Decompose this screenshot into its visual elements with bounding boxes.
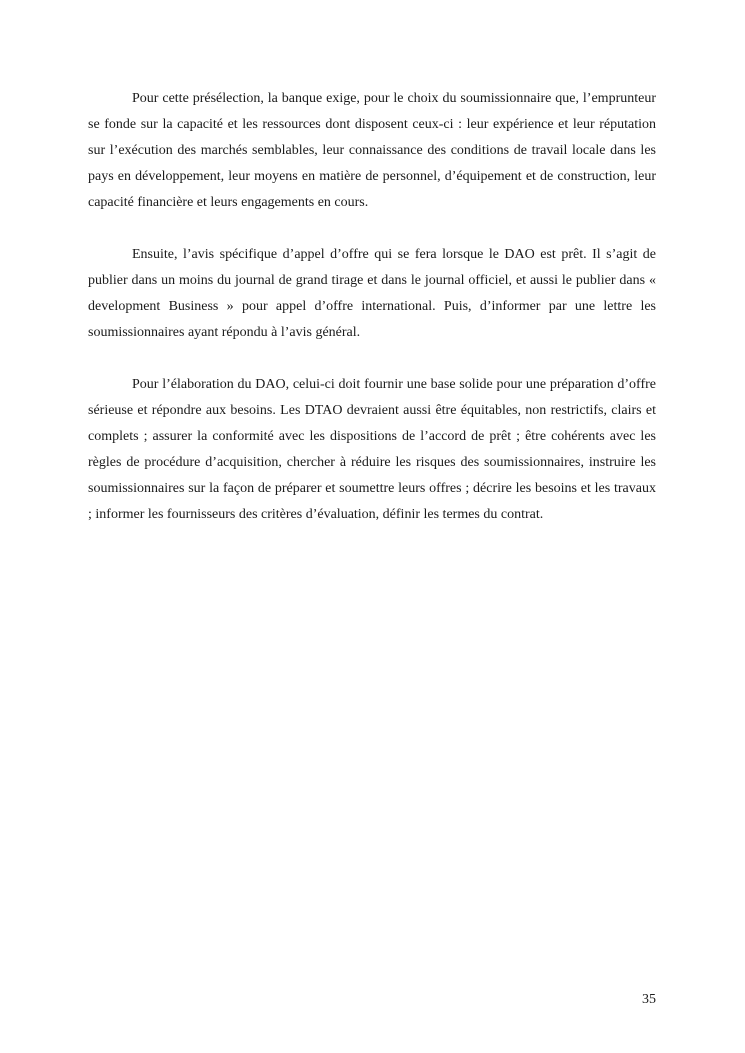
page-body [88, 86, 656, 554]
paragraph-preselection: Pour cette présélection, la banque exige, pour le choix du soumissionnaire que, l’emprunteur se fonde sur la capacité et les ressources dont disposent ceux-ci : leur expérience et leur réputation sur l’exécution des marchés semblables, leur connaissance des conditions de travail locale dans les pays en développement, leur moyens en matière de personnel, d’équipement et de construction, leur capacité financière et leurs engagements en cours. [88, 91, 656, 210]
page-number: 35 [642, 992, 656, 1007]
paragraph-avis-specifique: Ensuite, l’avis spécifique d’appel d’offre qui se fera lorsque le DAO est prêt. Il s’agit de publier dans un moins du journal de grand tirage et dans le journal officiel, et aussi le publier dans « development Business » pour appel d’offre international. Puis, d’informer par une lettre les soumissionnaires ayant répondu à l’avis général. [88, 247, 656, 340]
paragraph-elaboration-dao: Pour l’élaboration du DAO, celui-ci doit fournir une base solide pour une préparation d’offre sérieuse et répondre aux besoins. Les DTAO devraient aussi être équitables, non restrictifs, clairs et complets ; assurer la conformité avec les dispositions de l’accord de prêt ; être cohérents avec les règles de procédure d’acquisition, chercher à réduire les risques des soumissionnaires, instruire les soumissionnaires sur la façon de préparer et soumettre leurs offres ; décrire les besoins et les travaux ; informer les fournisseurs des critères d’évaluation, définir les termes du contrat. [88, 377, 656, 522]
